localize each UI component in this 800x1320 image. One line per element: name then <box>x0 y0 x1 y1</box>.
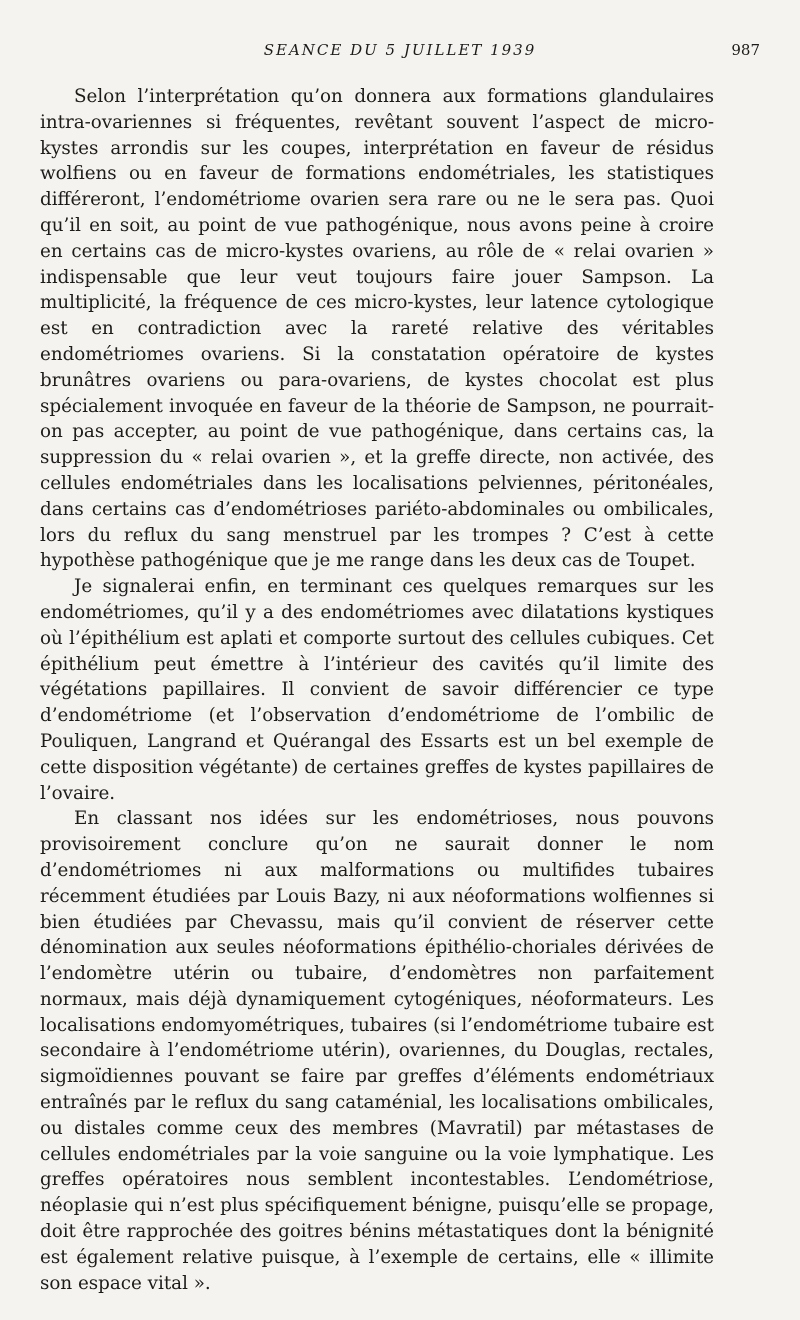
article-body <box>40 84 714 1296</box>
paragraph-1: Selon l’interprétation qu’on donnera aux formations glandulaires intra-ovariennes si fréquentes, revêtant souvent l’aspect de micro-kystes arrondis sur les coupes, interprétation en faveur de résidus wolfiens ou en faveur de formations endométriales, les statistiques différeront, l’endométriome ovarien sera rare ou ne le sera pas. Quoi qu’il en soit, au point de vue pathogénique, nous avons peine à croire en certains cas de micro-kystes ovariens, au rôle de « relai ovarien » indispensable que leur veut toujours faire jouer Sampson. La multiplicité, la fréquence de ces micro-kystes, leur latence cytologique est en contradiction avec la rareté relative des véritables endométriomes ovariens. Si la constatation opératoire de kystes brunâtres ovariens ou para-ovariens, de kystes chocolat est plus spécialement invoquée en faveur de la théorie de Sampson, ne pourrait-on pas accepter, au point de vue pathogénique, dans certains cas, la suppression du « relai ovarien », et la greffe directe, non activée, des cellules endométriales dans les localisations pelviennes, péritonéales, dans certains cas d’endométrioses pariéto-abdominales ou ombilicales, lors du reflux du sang menstruel par les trompes ? C’est à cette hypothèse pathogénique que je me range dans les deux cas de Toupet. <box>40 86 714 572</box>
paragraph-2: Je signalerai enfin, en terminant ces quelques remarques sur les endométriomes, qu’il y a des endométriomes avec dilatations kystiques où l’épithélium est aplati et comporte surtout des cellules cubiques. Cet épithélium peut émettre à l’intérieur des cavités qu’il limite des végétations papillaires. Il convient de savoir différencier ce type d’endométriome (et l’observation d’endométriome de l’ombilic de Pouliquen, Langrand et Quérangal des Essarts est un bel exemple de cette disposition végétante) de certaines greffes de kystes papillaires de l’ovaire. <box>40 576 714 804</box>
paragraph-3: En classant nos idées sur les endométrioses, nous pouvons provisoirement conclure qu’on ne saurait donner le nom d’endométriomes ni aux malformations ou multifides tubaires récemment étudiées par Louis Bazy, ni aux néoformations wolfiennes si bien étudiées par Chevassu, mais qu’il convient de réserver cette dénomination aux seules néoformations épithélio-choriales dérivées de l’endomètre utérin ou tubaire, d’endomètres non parfaitement normaux, mais déjà dynamiquement cytogéniques, néoformateurs. Les localisations endomyométriques, tubaires (si l’endométriome tubaire est secondaire à l’endométriome utérin), ovariennes, du Douglas, rectales, sigmoïdiennes pouvant se faire par greffes d’éléments endométriaux entraînés par le reflux du sang cataménial, les localisations ombilicales, ou distales comme ceux des membres (Mavratil) par métastases de cellules endométriales par la voie sanguine ou la voie lymphatique. Les greffes opératoires nous semblent incontestables. L’endométriose, néoplasie qui n’est plus spécifiquement bénigne, puisqu’elle se propage, doit être rapprochée des goitres bénins métastatiques dont la bénignité est également relative puisque, à l’exemple de certains, elle « illimite son espace vital ». <box>40 808 714 1294</box>
running-title: SEANCE DU 5 JUILLET 1939 <box>263 41 537 59</box>
running-header <box>40 38 760 62</box>
page-number: 987 <box>731 41 760 59</box>
